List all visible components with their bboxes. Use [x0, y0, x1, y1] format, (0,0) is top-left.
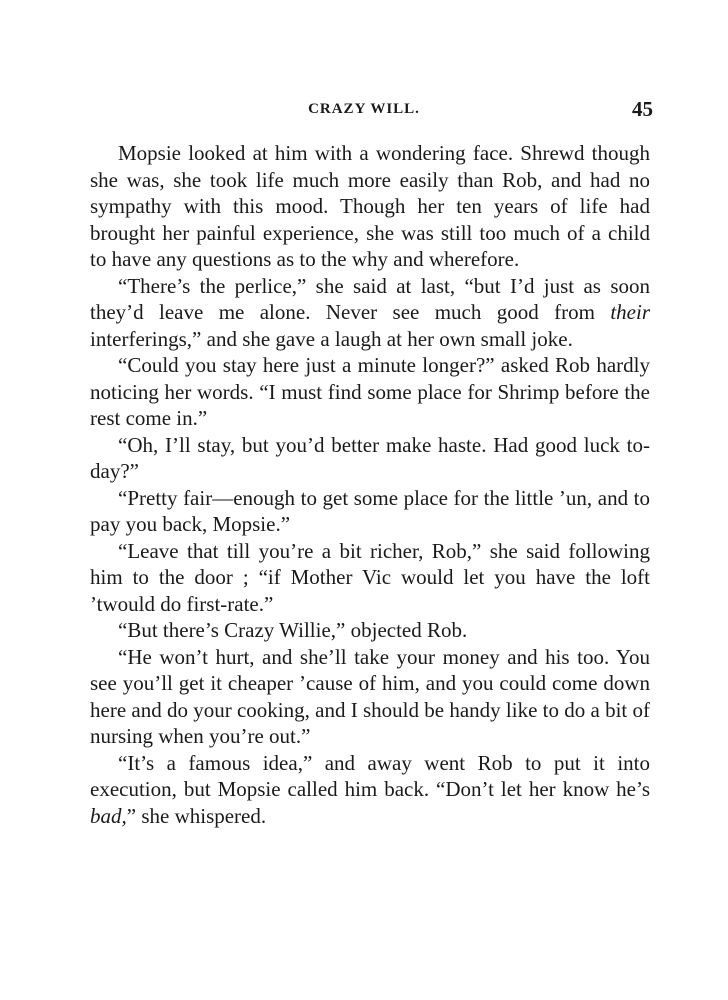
paragraph: [90, 273, 650, 353]
paragraph: “Oh, I’ll stay, but you’d better make haste. Had good luck to-day?”: [90, 432, 650, 483]
emphasis: their: [610, 300, 650, 324]
paragraph: “Pretty fair—enough to get some place for the little ’un, and to pay you back, Mopsie.”: [90, 485, 650, 536]
text-run: “It’s a famous idea,” and away went Rob to put it into execution, but Mopsie called him back. “Don’t let her know he’s: [90, 750, 650, 801]
paragraph: [90, 750, 650, 830]
paragraph: “But there’s Crazy Willie,” objected Rob.: [118, 618, 468, 642]
body-text: [90, 140, 650, 829]
paragraph: “He won’t hurt, and she’ll take your money and his too. You see you’ll get it cheaper ’cause of him, and you could come down here and do your cooking, and I should be handy like to do a bit of nursing when you’re out.”: [90, 644, 650, 748]
page-header: [0, 97, 728, 123]
emphasis: bad,: [90, 803, 127, 828]
text-run: interferings,” and she gave a laugh at her own small joke.: [90, 326, 573, 351]
page-number: 45: [632, 97, 653, 121]
text-run: “There’s the perlice,” she said at last, “but I’d just as soon they’d leave me alone. Never see much good from: [90, 273, 650, 324]
text-run: ” she whispered.: [126, 803, 267, 828]
paragraph: Mopsie looked at him with a wondering face. Shrewd though she was, she took life much more easily than Rob, and had no sympathy with this mood. Though her ten years of life had brought her painful experience, she was still too much of a child to have any questions as to the why and wherefore.: [90, 141, 650, 271]
paragraph: “Could you stay here just a minute longer?” asked Rob hardly noticing her words. “I must find some place for Shrimp before the rest come in.”: [90, 353, 650, 430]
paragraph: “Leave that till you’re a bit richer, Rob,” she said following him to the door ; “if Mother Vic would let you have the loft ’twould do first-rate.”: [90, 538, 650, 616]
running-head: CRAZY WILL.: [308, 101, 420, 117]
